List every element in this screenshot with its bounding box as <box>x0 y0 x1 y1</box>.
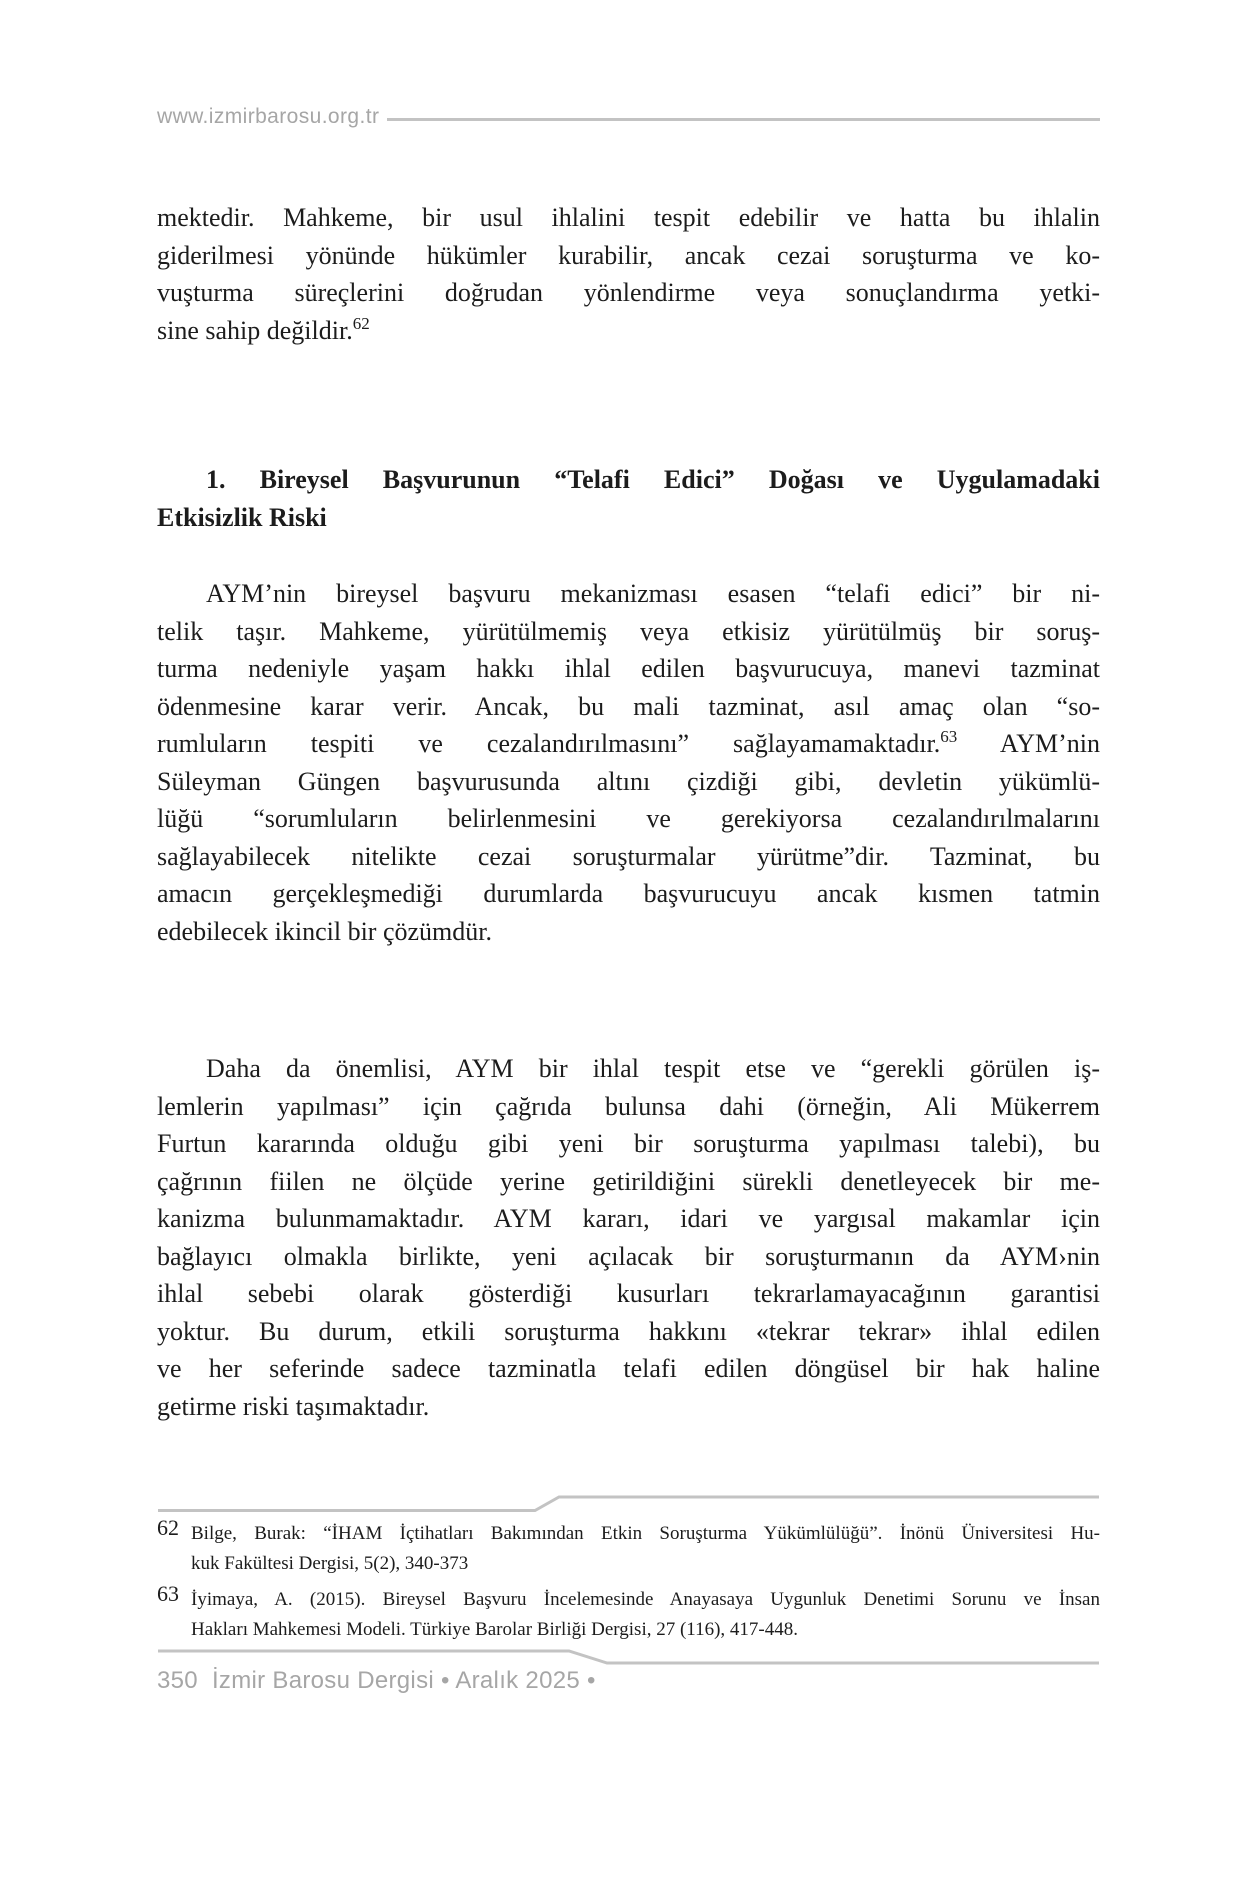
text-line: bağlayıcı olmakla birlikte, yeni açılacak bir soruşturmanın da AYM›nin <box>157 1241 1100 1271</box>
footnote-separator <box>157 1495 1100 1513</box>
page-footer <box>157 1667 1100 1695</box>
site-url: www.izmirbarosu.org.tr <box>157 105 380 128</box>
text-line: 1. Bireysel Başvurunun “Telafi Edici” Doğası ve Uygulamadaki <box>206 465 1100 494</box>
footnote-text <box>191 1519 1100 1579</box>
header-rule <box>387 118 1100 121</box>
text-line: Daha da önemlisi, AYM bir ihlal tespit etse ve “gerekli görülen iş- <box>206 1054 1100 1083</box>
text-line: kuk Fakültesi Dergisi, 5(2), 340-373 <box>191 1553 469 1574</box>
text-line: Hakları Mahkemesi Modeli. Türkiye Barolar Birliği Dergisi, 27 (116), 417-448. <box>191 1619 799 1640</box>
text-line: turma nedeniyle yaşam hakkı ihlal edilen başvurucuya, manevi tazminat <box>157 654 1100 683</box>
page-content <box>157 104 1100 1695</box>
text-line: Etkisizlik Riski <box>157 503 327 532</box>
section-heading <box>157 461 1100 537</box>
text-line: yoktur. Bu durum, etkili soruşturma hakkını «tekrar tekrar» ihlal edilen <box>157 1316 1100 1346</box>
text-line: Furtun kararında olduğu gibi yeni bir soruşturma yapılması talebi), bu <box>157 1129 1100 1158</box>
footer-separator <box>157 1649 1100 1665</box>
text-line: İyimaya, A. (2015). Bireysel Başvuru İncelemesinde Anayasaya Uygunluk Denetimi Sorunu ve İnsan <box>191 1589 1100 1610</box>
footnote-number: 63 <box>157 1581 179 1606</box>
text-line: ihlal sebebi olarak gösterdiği kusurları tekrarlamayacağının garantisi <box>157 1279 1100 1308</box>
text-line: Bilge, Burak: “İHAM İçtihatları Bakımından Etkin Soruşturma Yükümlülüğü”. İnönü Üniversitesi Hu- <box>191 1523 1100 1544</box>
text-line: mektedir. Mahkeme, bir usul ihlalini tespit edebilir ve hatta bu ihlalin <box>157 203 1100 232</box>
text-line: sağlayabilecek nitelikte cezai soruşturmalar yürütme”dir. Tazminat, bu <box>157 841 1100 871</box>
text-line: lemlerin yapılması” için çağrıda bulunsa dahi (örneğin, Ali Mükerrem <box>157 1091 1100 1121</box>
text-line: rumluların tespiti ve cezalandırılmasını” sağlayamamaktadır.$^{63}$ AYM’nin <box>157 727 1101 758</box>
text-line: çağrının fiilen ne ölçüde yerine getirildiğini sürekli denetleyecek bir me- <box>157 1166 1100 1196</box>
footnotes <box>157 1515 1100 1645</box>
journal-title: İzmir Barosu Dergisi • Aralık 2025 • <box>211 1667 596 1694</box>
text-line: edebilecek ikincil bir çözümdür. <box>157 916 492 946</box>
text-line: giderilmesi yönünde hükümler kurabilir, ancak cezai soruşturma ve ko- <box>157 240 1100 270</box>
text-line: Süleyman Güngen başvurusunda altını çizdiği gibi, devletin yükümlü- <box>157 766 1100 796</box>
text-line: ve her seferinde sadece tazminatla telafi edilen döngüsel bir hak haline <box>157 1354 1100 1383</box>
text-line: getirme riski taşımaktadır. <box>157 1391 430 1421</box>
text-line: ödenmesine karar verir. Ancak, bu mali tazminat, asıl amaç olan “so- <box>157 691 1100 721</box>
page-header <box>157 104 1100 130</box>
footnote-text <box>191 1585 1100 1645</box>
text-line: telik taşır. Mahkeme, yürütülmemiş veya etkisiz yürütülmüş bir soruş- <box>157 616 1100 646</box>
text-line: kanizma bulunmamaktadır. AYM kararı, idari ve yargısal makamlar için <box>157 1204 1100 1233</box>
paragraph-2 <box>157 575 1100 950</box>
page-number: 350 <box>157 1667 198 1694</box>
footnote-number: 62 <box>157 1515 179 1540</box>
footnote <box>157 1581 1100 1645</box>
footnote <box>157 1515 1100 1579</box>
text-line: vuşturma süreçlerini doğrudan yönlendirme veya sonuçlandırma yetki- <box>157 278 1100 307</box>
text-line: AYM’nin bireysel başvuru mekanizması esasen “telafi edici” bir ni- <box>206 579 1100 608</box>
paragraph-3 <box>157 1050 1100 1425</box>
text-line: lüğü “sorumluların belirlenmesini ve gerekiyorsa cezalandırılmalarını <box>157 804 1100 833</box>
text-line: amacın gerçekleşmediği durumlarda başvurucuyu ancak kısmen tatmin <box>157 879 1100 908</box>
text-line: sine sahip değildir.$^{62}$ <box>157 313 370 345</box>
paragraph-1 <box>157 199 1100 349</box>
